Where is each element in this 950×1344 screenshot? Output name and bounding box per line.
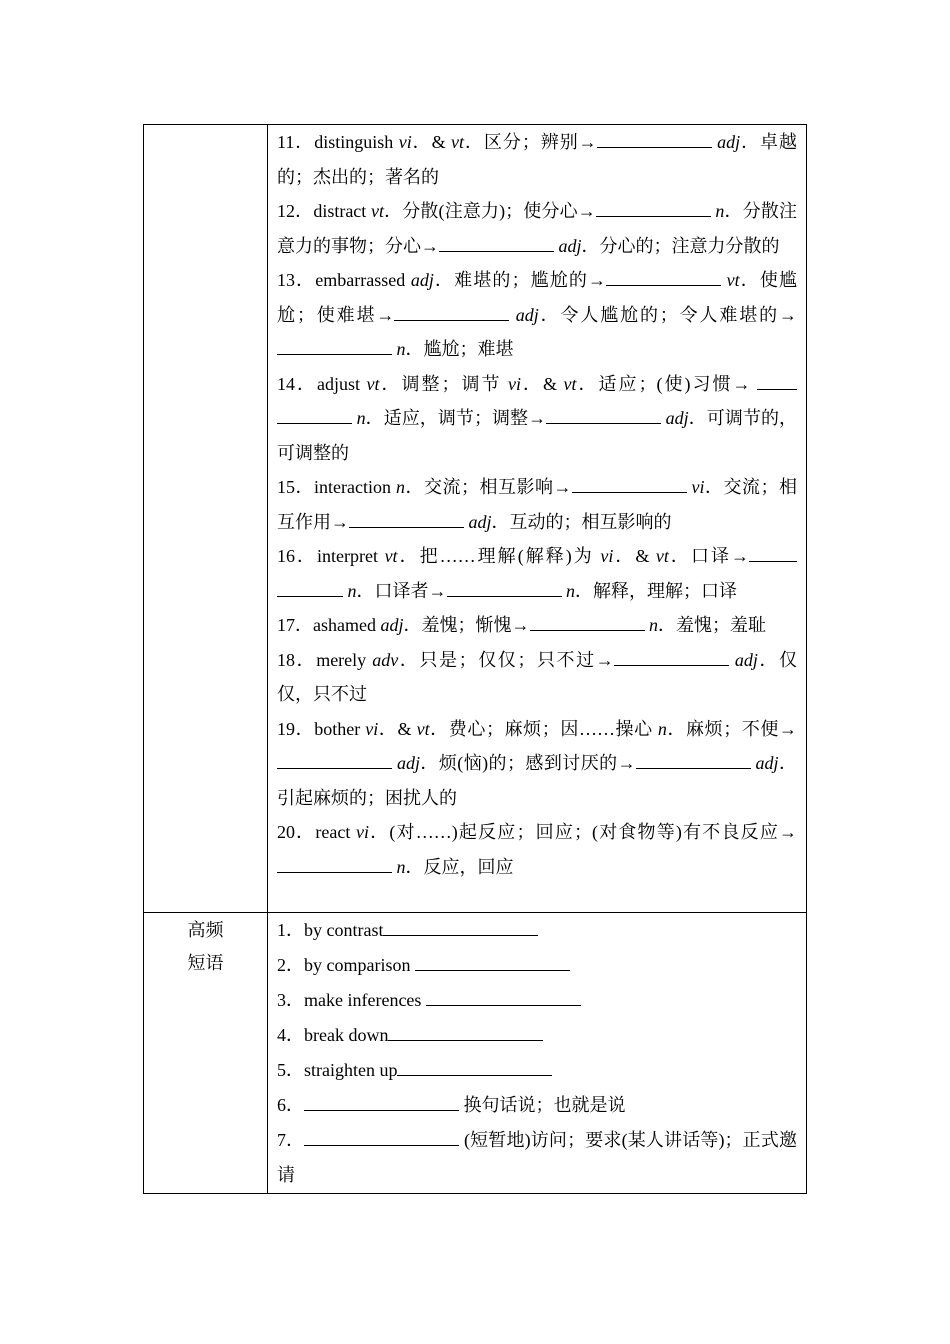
answer-blank[interactable] — [388, 1021, 543, 1041]
phrase-list-cell — [268, 913, 807, 1194]
answer-blank[interactable] — [447, 577, 562, 597]
answer-blank[interactable] — [277, 335, 392, 355]
answer-blank[interactable] — [572, 473, 687, 493]
word-entry-11: 11．distinguish vi．& vt．区分；辨别→ adj．卓越的；杰出的；著名的 — [277, 125, 797, 194]
phrases-row — [144, 913, 807, 1194]
answer-blank[interactable] — [606, 266, 721, 286]
answer-blank[interactable] — [383, 916, 538, 936]
answer-blank[interactable] — [304, 1126, 459, 1146]
section-label: 高频 短语 — [187, 920, 224, 973]
word-list-cell — [268, 125, 807, 913]
word-list-row — [144, 125, 807, 913]
empty-label-cell — [144, 125, 268, 913]
vocabulary-table — [143, 124, 807, 1194]
answer-blank[interactable] — [757, 370, 797, 390]
answer-blank[interactable] — [546, 404, 661, 424]
answer-blank[interactable] — [397, 1056, 552, 1076]
word-entry-19: 19．bother vi．& vt．费心；麻烦；因……操心 n．麻烦；不便→ adj．烦(恼)的；感到讨厌的→ adj．引起麻烦的；困扰人的 — [277, 718, 798, 808]
word-entry-13: 13．embarrassed adj．难堪的；尴尬的→ vt．使尴尬；使难堪→ adj．令人尴尬的；令人难堪的→ n．尴尬；难堪 — [277, 263, 797, 367]
phrase-1: 1．by contrast — [277, 913, 797, 948]
phrase-2: 2．by comparison — [277, 948, 797, 983]
answer-blank[interactable] — [530, 611, 645, 631]
phrase-7: 7． (短暂地)访问；要求(某人讲话等)；正式邀请 — [277, 1123, 797, 1193]
answer-blank[interactable] — [614, 646, 729, 666]
answer-blank[interactable] — [277, 853, 392, 873]
word-entry-18: 18．merely adv．只是；仅仅；只不过→ adj．仅仅，只不过 — [277, 643, 797, 712]
word-entry-15: 15．interaction n．交流；相互影响→ vi．交流；相互作用→ adj．互动的；相互影响的 — [277, 470, 797, 539]
word-entry-12: 12．distract vt．分散(注意力)；使分心→ n．分散注意力的事物；分心→ adj．分心的；注意力分散的 — [277, 194, 797, 263]
word-entry-16: 16．interpret vt．把……理解(解释)为 vi．& vt．口译→ n．口译者→ n．解释，理解；口译 — [277, 539, 797, 608]
answer-blank[interactable] — [277, 577, 343, 597]
answer-blank[interactable] — [426, 986, 581, 1006]
answer-blank[interactable] — [277, 404, 352, 424]
answer-blank[interactable] — [349, 508, 464, 528]
answer-blank[interactable] — [277, 749, 392, 769]
answer-blank[interactable] — [636, 749, 751, 769]
phrase-4: 4．break down — [277, 1018, 797, 1053]
word-entry-14: 14．adjust vt．调整；调节 vi．& vt．适应；(使)习惯→ n．适应，调节；调整→ adj．可调节的，可调整的 — [277, 367, 797, 471]
section-label-cell — [144, 913, 268, 1194]
answer-blank[interactable] — [439, 232, 554, 252]
word-entry-17: 17．ashamed adj．羞愧；惭愧→ n．羞愧；羞耻 — [277, 608, 797, 643]
answer-blank[interactable] — [394, 301, 509, 321]
phrase-3: 3．make inferences — [277, 983, 797, 1018]
answer-blank[interactable] — [596, 197, 711, 217]
phrase-5: 5．straighten up — [277, 1053, 797, 1088]
phrase-6: 6． 换句话说；也就是说 — [277, 1088, 797, 1123]
word-entry-20: 20．react vi．(对……)起反应；回应；(对食物等)有不良反应→ n．反应，回应 — [277, 822, 798, 877]
answer-blank[interactable] — [749, 542, 797, 562]
answer-blank[interactable] — [597, 128, 712, 148]
answer-blank[interactable] — [415, 951, 570, 971]
answer-blank[interactable] — [304, 1091, 459, 1111]
